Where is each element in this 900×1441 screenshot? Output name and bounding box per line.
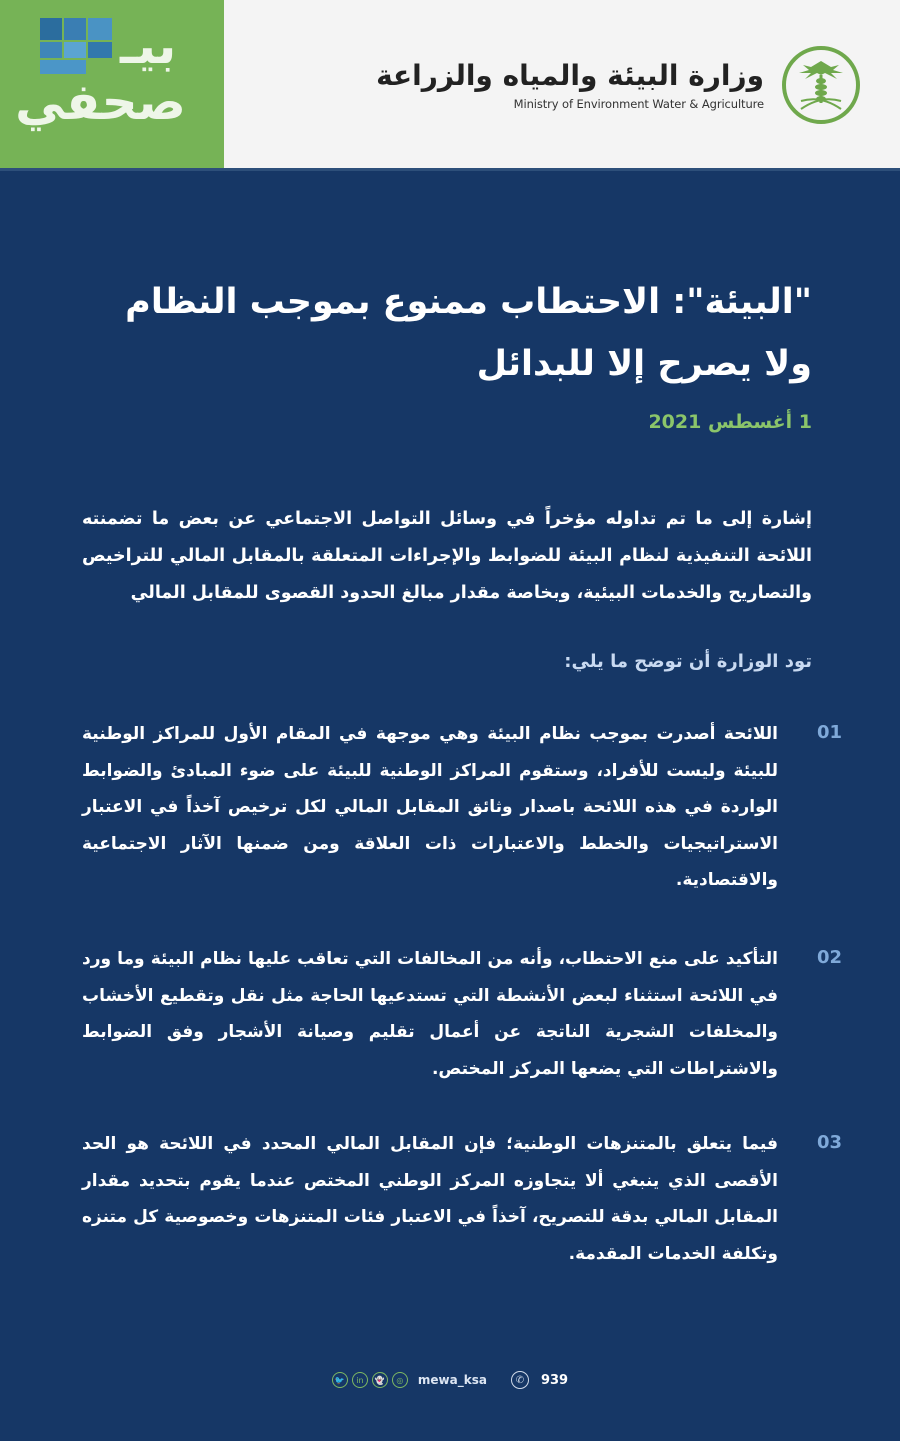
instagram-icon[interactable]: ◎ xyxy=(392,1372,408,1388)
title-line-1: "البيئة": الاحتطاب ممنوع بموجب النظام xyxy=(125,282,812,322)
article-content xyxy=(0,171,900,1441)
snapchat-icon[interactable]: 👻 xyxy=(372,1372,388,1388)
list-item xyxy=(82,1126,842,1272)
list-item xyxy=(82,716,842,899)
social-handle[interactable]: mewa_ksa xyxy=(417,1373,487,1387)
item-text: التأكيد على منع الاحتطاب، وأنه من المخالفات التي تعاقب عليها نظام البيئة وما ورد في اللائحة استثناء لبعض الأنشطة التي تستدعيها الحاجة مثل نقل وتقطيع الأخشاب والمخلفات الشجرية الناتجة عن أعمال تقليم وصيانة الأشجار وفق الضوابط والاشتراطات التي يضعها المركز المختص. xyxy=(82,949,778,1079)
article-title xyxy=(112,271,812,395)
brand-logo-box xyxy=(0,0,224,170)
linkedin-icon[interactable]: in xyxy=(352,1372,368,1388)
title-line-2: ولا يصرح إلا للبدائل xyxy=(476,344,812,384)
phone-icon: ✆ xyxy=(511,1371,529,1389)
header xyxy=(0,0,900,170)
ministry-branding xyxy=(376,40,860,130)
item-text: فيما يتعلق بالمتنزهات الوطنية؛ فإن المقابل المالي المحدد في اللائحة هو الحد الأقصى الذي ينبغي ألا يتجاوزه المركز الوطني المختص عندما يقوم بتحديد مقدار المقابل المالي بدقة للتصريح، آخذاً في الاعتبار فئات المتنزهات وخصوصية كل متنزه وتكلفة الخدمات المقدمة. xyxy=(82,1134,778,1264)
list-item xyxy=(82,941,842,1087)
brand-text-top: بيـ xyxy=(120,17,177,75)
item-number: 01 xyxy=(816,722,842,743)
intro-line: تود الوزارة أن توضح ما يلي: xyxy=(564,651,812,672)
phone-number[interactable]: 939 xyxy=(540,1372,569,1388)
item-number: 02 xyxy=(816,947,842,968)
intro-paragraph: إشارة إلى ما تم تداوله مؤخراً في وسائل التواصل الاجتماعي عن بعض ما تضمنته اللائحة التنفيذية لنظام البيئة للضوابط والإجراءات المتعلقة بالمقابل المالي للتراخيص والتصاريح والخدمات البيئية، وبخاصة مقدار مبالغ الحدود القصوى للمقابل المالي xyxy=(82,509,812,603)
article-date: 1 أغسطس 2021 xyxy=(648,411,812,433)
twitter-icon[interactable]: 🐦 xyxy=(332,1372,348,1388)
ministry-name-english: Ministry of Environment Water & Agriculture xyxy=(513,97,764,111)
palm-swords-emblem-icon xyxy=(782,46,860,124)
brand-text-bottom: صحفي xyxy=(15,73,186,131)
brand-grid-icon xyxy=(40,18,124,76)
item-text: اللائحة أصدرت بموجب نظام البيئة وهي موجهة في المقام الأول للمراكز الوطنية للبيئة وليست للأفراد، وستقوم المراكز الوطنية للبيئة على ضوء المبادئ والضوابط الواردة في هذه اللائحة باصدار وثائق المقابل المالي لكل ترخيص آخذاً في الاعتبار الاستراتيجيات والخطط والاعتبارات ذات العلاقة ومن ضمنها الآثار الاجتماعية والاقتصادية. xyxy=(82,724,778,890)
item-number: 03 xyxy=(816,1132,842,1153)
ministry-name-arabic: وزارة البيئة والمياه والزراعة xyxy=(376,59,764,92)
footer xyxy=(0,1371,900,1389)
